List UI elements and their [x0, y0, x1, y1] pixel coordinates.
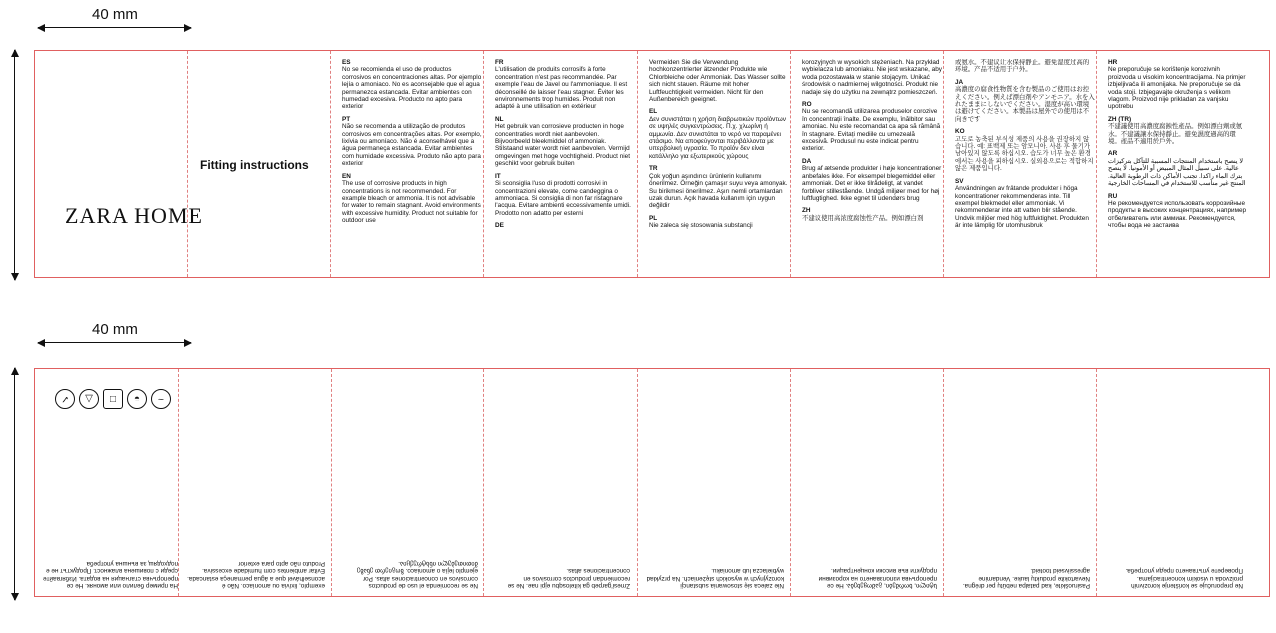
instruction-text: Не рекомендуется использовать коррозийные продукты в высоких концентрациях, например отбеливатель или аммиак. Рекомендуется, чтобы вода не застаива — [1108, 199, 1247, 230]
instruction-text: Nu se recomandă utilizarea produselor corozive în concentrații înalte. De exemplu, înălbitor sau amoniac. Nu este recomandat ca apa să rămână în stagnare. Evitați mediile cu umezeală excesivă. Produsul nu este indicat pentru exterior. — [802, 108, 941, 153]
back-instruction-column-7: Pasiruoškite, kad patalpa nebūtų per drėgna. Nevartokite produktų lauke. Vendamine agressiivseid tooteid. — [962, 567, 1090, 589]
width-dimension-line-top — [38, 27, 191, 28]
instruction-text: 或氨水。不建议让水保持静止。避免湿度过高的环境。产品不适用于户外。 — [955, 59, 1090, 74]
fitting-instructions-title: Fitting instructions — [200, 158, 309, 172]
language-code: ZH (TR) — [1108, 115, 1132, 123]
instruction-text: korozyjnych w wysokich stężeniach. Na przykład wybielacza lub amoniaku. Nie jest wskazane, aby woda pozostawała w stanie stojącym. Unikać środowisk o nadmiernej wilgotności. Produkt nie nadaje się do użytku na zewnątrz pomieszczeń. — [802, 59, 942, 96]
instruction-text: 不建議使用高濃度腐蝕性產品。例如漂白劑或氨水。不建議讓水保持靜止。避免濕度過高的環境。產品不適用於戶外。 — [1108, 123, 1243, 146]
language-code: NL — [495, 115, 504, 123]
fsc-icon: ✓ — [55, 389, 75, 409]
language-code: KO — [955, 128, 965, 136]
language-code: RO — [802, 101, 812, 109]
instruction-text: Δεν συνιστάται η χρήση διαβρωτικών προϊόντων σε υψηλές συγκεντρώσεις. Π.χ. χλωρίνη ή αμμωνία. Δεν συνιστάται το νερό να παραμένει στάσιμο. Να αποφεύγονται περιβάλλοντα με υπερβολική υγρασία. Το προϊόν δεν είναι κατάλληλο για εξωτερικούς χώρους — [649, 115, 786, 160]
back-instruction-column-2: exemplo, lixívia ou amoníaco. Não é aconselhável que a água permaneça estancada. Evitar ambientes com humidade excessiva. Produto não apto para exterior — [187, 559, 325, 589]
language-code: FR — [495, 59, 504, 66]
instruction-column-6 — [1108, 59, 1248, 273]
back-instruction-column-1: На пример белило или амоняк. Не се препоръчва стагнация на водата. Избягвайте среди с повишена влажност. Продуктът не е подходящ за външна употреба — [43, 559, 178, 589]
language-code: PT — [342, 115, 351, 123]
back-instruction-column-6: სტილი, ნორმები, გამოყენება. Не се препоръчва използването на корозивни продукти във високи концентрации. — [818, 567, 937, 589]
instruction-column-2 — [495, 59, 635, 273]
instruction-text: Användningen av frätande produkter i höga koncentrationer rekommenderas inte. Till exempel blekmedel eller ammoniak. Vi rekommenderar inte att vatten blir stående. Undvik miljöer med hög luftfuktighet. Produkten är inte lämplig för utomhusbruk — [955, 185, 1089, 230]
language-code: ES — [342, 59, 351, 66]
language-code: DE — [495, 222, 504, 230]
back-instruction-column-3: Ne se recomienda el uso de productos corrosivos en concentraciones altas. Por ejemplo lejía o amoniaco. ზოგიერთ ენაზე მითითებული ინსტრუქცია. — [357, 559, 478, 589]
instruction-text: لا ينصح باستخدام المنتجات المسببة للتآكل بتركيزات عالية. على سبيل المثال المبيض أو الأمونيا. لا ينصح بترك الماء راكدا. تجنب الأماكن ذات الرطوبة العالية. المنتج غير مناسب للاستخدام في المساحات الخارجية — [1108, 157, 1246, 188]
instruction-text: 不建议使用高浓度腐蚀性产品。例如漂白剂 — [802, 214, 924, 222]
language-code: EN — [342, 172, 351, 180]
language-code: DA — [802, 157, 812, 165]
instruction-text: L'utilisation de produits corrosifs à forte concentration n'est pas recommandée. Par exemple l'eau de Javel ou l'ammoniaque. Il est déconseillé de laisser l'eau stagner. Éviter les environnements trop humides. Produit non adapté à une utilisation en extérieur — [495, 66, 628, 111]
instruction-text: Ne preporučuje se korištenje korozivnih proizvoda u visokim koncentracijama. Na primjer izbjeljivača ili amonijaka. Ne preporučuje se da voda stoji. Izbjegavajte okruženja s velikom vlagom. Proizvod nije prikladan za vanjsku upotrebu — [1108, 66, 1246, 111]
language-code: JA — [955, 78, 964, 86]
brand-logo: ZARA HOME — [65, 203, 203, 228]
language-code: SV — [955, 177, 964, 185]
instruction-text: 고도로 농축된 부식성 제품의 사용을 권장하지 않습니다. 예: 표백제 또는 암모니아. 사용 후 물기가 남아있지 않도록 하십시오. 습도가 너무 높은 환경에서는 사용을 피하십시오. 실외용으로는 적합하지 않은 제품입니다. — [955, 135, 1094, 173]
language-code: TR — [649, 165, 658, 173]
dimension-label-top: 40 mm — [92, 6, 138, 23]
dry-icon: □ — [103, 389, 123, 409]
height-dimension-line-top — [14, 50, 15, 280]
label-front-panel — [34, 50, 1270, 278]
language-code: EL — [649, 108, 658, 116]
language-code: IT — [495, 172, 501, 180]
instruction-text: Brug af ætsende produkter i høje koncentrationer anbefales ikke. For eksempel blegemiddel eller ammoniak. Det er ikke tilrådeligt, at vandet forbliver stillestående. Undgå miljøer med for høj luftfugtighed. Ikke egnet til udendørs brug — [802, 165, 942, 202]
dimension-label-bottom: 40 mm — [92, 321, 138, 338]
instruction-text: Nie zaleca się stosowania substancji — [649, 222, 753, 230]
language-code: HR — [1108, 59, 1118, 66]
height-dimension-line-bottom — [14, 368, 15, 600]
iron-icon: ◒ — [127, 389, 147, 409]
instruction-text: The use of corrosive products in high concentrations is not recommended. For example bleach or ammonia. It is not advisable for water to remain stagnant. Avoid environments with excessive humidity. Product not suitable for outdoor use — [342, 180, 481, 225]
instruction-text: No se recomienda el uso de productos corrosivos en concentraciones altas. Por ejemplo lejía o amoniaco. No es aconsejable que el agua permanezca estancada. Evitar ambientes con humedad excesiva. Producto no apto para exterior — [342, 66, 482, 111]
back-instruction-column-5: Nie zaleca się stosowania substancji korozyjnych w wysokich stężeniach. Na przykład wybielacza lub amoniaku. — [646, 567, 784, 589]
wash-icon: ~ — [151, 389, 171, 409]
instruction-text: 高濃度の腐食性物質を含む製品のご使用はお控えください。例えば漂白剤やアンモニア。水を入れたままにしないでください。湿度が高い環境は避けてください。本製品は屋外での使用は不向きです — [955, 86, 1095, 123]
instruction-column-5 — [955, 59, 1095, 273]
instruction-text: Vermeiden Sie die Verwendung hochkonzentrierter ätzender Produkte wie Chlorbleiche oder Ammoniak. Das Wasser sollte sich nicht stauen. Räume mit hoher Luftfeuchtigkeit vermeiden. Nicht für den Außenbereich geeignet. — [649, 59, 786, 104]
bleach-icon: △ — [79, 389, 99, 409]
instruction-column-1 — [342, 59, 482, 273]
instruction-text: Het gebruik van corrosieve producten in hoge concentraties wordt niet aanbevolen. Bijvoorbeeld bleekmiddel of ammoniak. Stilstaand water wordt niet aanbevolen. Vermijd omgevingen met hoge vochtigheid. Product niet geschikt voor gebruik buiten — [495, 123, 630, 168]
instruction-text: Çok yoğun aşındırıcı ürünlerin kullanımı önerilmez. Örneğin çamaşır suyu veya amonyak. Su birikmesi önerilmez. Aşırı nemli ortamlardan uzak durun. Açık havada kullanım için uygun değildir — [649, 172, 788, 210]
back-instruction-column-8: Ne preporučuje se korištenje korozivnih proizvoda u visokim koncentracijama. Проверете упътването преди употреба. — [1125, 567, 1243, 589]
instruction-column-3 — [649, 59, 789, 273]
language-code: PL — [649, 214, 658, 222]
width-dimension-line-bottom — [38, 342, 191, 343]
language-code: ZH — [802, 207, 811, 215]
language-code: RU — [1108, 192, 1118, 200]
label-back-panel — [34, 368, 1270, 597]
language-code: AR — [1108, 150, 1118, 158]
instruction-column-4 — [802, 59, 942, 273]
instruction-text: Não se recomenda a utilização de produtos corrosivos em concentrações altas. Por exemplo, lixívia ou amoníaco. Não é aconselhável que a água permaneça estancada. Evitar ambientes com humidade excessiva. Produto não apto para exterior — [342, 123, 482, 168]
back-instruction-column-4: Zmesi'garpeb ga kitelosqbu ejpi nae. Ne se recomiendan productos corrosivos en concentraciones altas. — [507, 567, 630, 589]
instruction-text: Si sconsiglia l'uso di prodotti corrosivi in concentrazioni elevate, come candeggina o ammoniaca. Si consiglia di non far ristagnare l'acqua. Evitare ambienti eccessivamente umidi. Prodotto non adatto per esterni — [495, 180, 631, 217]
